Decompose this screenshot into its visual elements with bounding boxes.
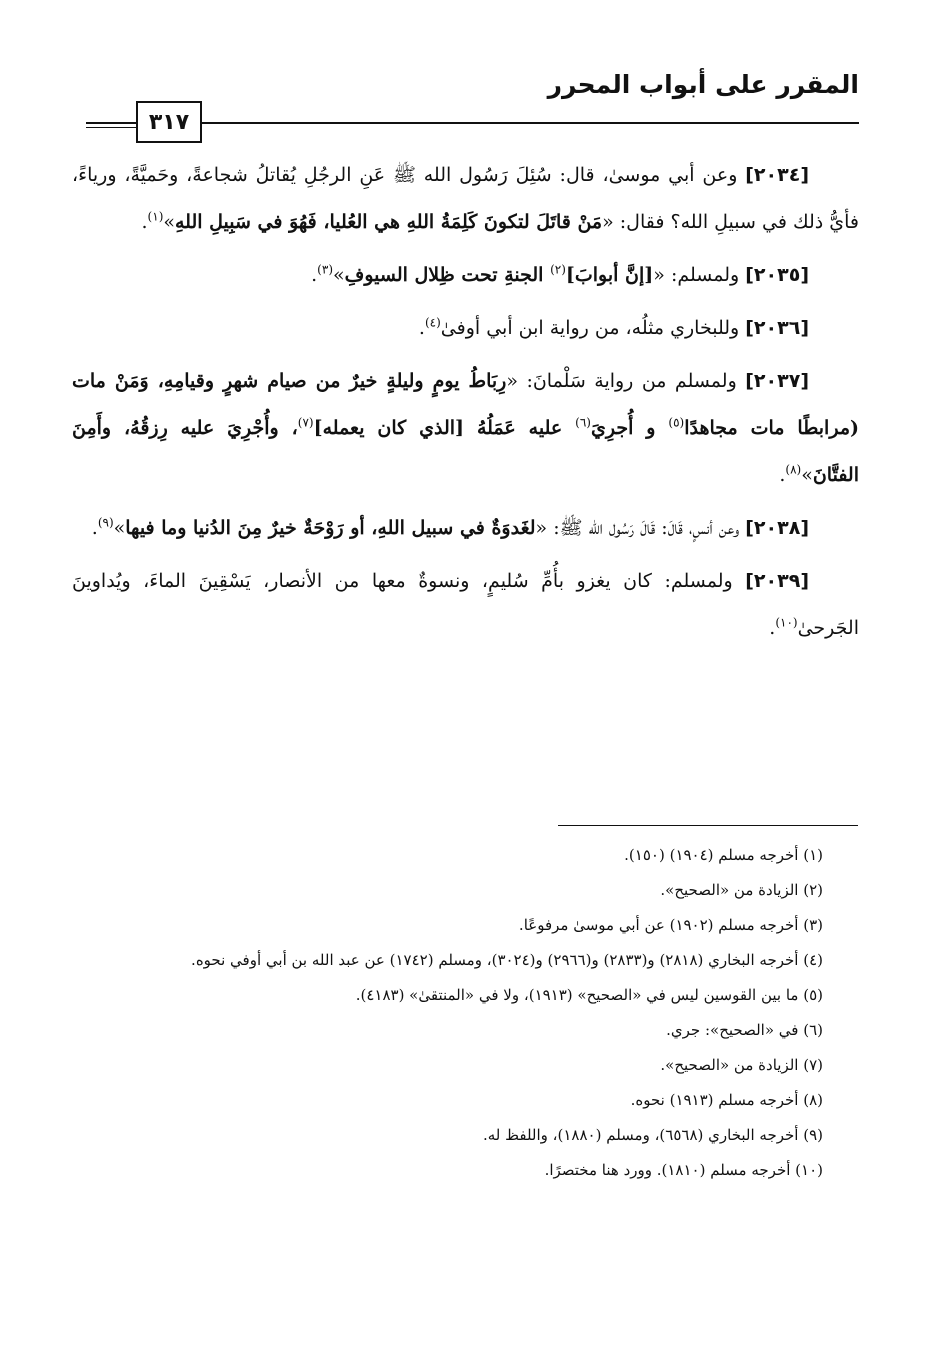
text-run: .	[141, 211, 148, 233]
footnote-10: (١٠) أخرجه مسلم (١٨١٠). وورد هنا مختصرًا.	[544, 1161, 823, 1179]
text-run: ولمسلم من رواية سَلْمانَ: «	[506, 370, 746, 392]
footnote-ref[interactable]: (٦)	[575, 415, 591, 430]
main-text	[72, 152, 859, 658]
text-run: وعن أبي موسىٰ، قال: سُئِلَ رَسُول الله ﷺ عَنِ الرجُلِ يُقاتلُ شجاعةً، وحَميَّةً، ورياءً، فأيُّ ذلك في سبيلِ الله؟ فقال: «	[72, 164, 859, 233]
text-run: .	[418, 317, 425, 339]
quoted-text: عليه عَمَلُهُ [الذي كان يعمله]	[313, 417, 576, 439]
hadith-paragraph-2037	[72, 358, 859, 499]
quoted-text: الجنةِ تحت ظِلال السيوفِ	[344, 264, 551, 286]
footnote-ref[interactable]: (٩)	[97, 515, 114, 530]
footnotes-section	[72, 838, 859, 1188]
hadith-number: [٢٠٣٥]	[745, 264, 809, 286]
page-number: ٣١٧	[136, 101, 202, 143]
text-run: »	[333, 264, 345, 286]
footnote-ref[interactable]: (٧)	[297, 415, 314, 430]
quoted-text: [إنَّ أبوابَ]	[565, 264, 654, 286]
header-rule-secondary	[86, 127, 136, 128]
footnote-ref[interactable]: (٨)	[785, 462, 802, 477]
footnote-ref[interactable]: (٥)	[668, 415, 685, 430]
footnote-ref[interactable]: (٤)	[424, 315, 441, 330]
text-run: .	[769, 617, 776, 639]
text-run: »	[163, 211, 175, 233]
text-run: .	[779, 464, 786, 486]
footnote-ref[interactable]: (٢)	[550, 262, 566, 277]
text-run: »	[801, 464, 813, 486]
text-run: وللبخاري مثلُه، من رواية ابن أبي أوفىٰ	[440, 317, 746, 339]
hadith-paragraph-2038	[72, 505, 859, 552]
hadith-number: [٢٠٣٤]	[745, 164, 809, 186]
footnote-ref[interactable]: (١٠)	[775, 615, 798, 630]
quoted-text: ، وأُجْرِيَ عليه رِزقُهُ، وأَمِنَ الفتَّانَ	[72, 417, 859, 486]
footnote-3: (٣) أخرجه مسلم (١٩٠٢) عن أبي موسىٰ مرفوعًا.	[518, 916, 823, 934]
footnote-separator	[558, 825, 858, 826]
text-run: »	[113, 517, 126, 539]
hadith-number: [٢٠٣٩]	[745, 570, 809, 592]
quoted-text: لغَدوَةٌ في سبيل اللهِ، أو رَوْحَةٌ خيرٌ مِنَ الدُنيا وما فيها	[125, 517, 536, 539]
hadith-paragraph-2039	[72, 558, 859, 652]
footnote-ref[interactable]: (٣)	[317, 262, 333, 277]
footnote-ref[interactable]: (١)	[147, 209, 164, 224]
quoted-text: رِبَاطُ يومٍ وليلةٍ خيرٌ من صيام شهرٍ وقيامِهِ، وَمَنْ مات (مرابطًا مات مجاهدًا	[72, 370, 859, 439]
footnote-9: (٩) أخرجه البخاري (٦٥٦٨)، ومسلم (١٨٨٠)، واللفظ له.	[482, 1126, 823, 1144]
footnote-1: (١) أخرجه مسلم (١٩٠٤) (١٥٠).	[624, 846, 823, 864]
text-run: .	[91, 517, 98, 539]
quoted-text: و أُجرِيَ	[590, 417, 669, 439]
footnote-6: (٦) في «الصحيح»: جري.	[666, 1021, 823, 1039]
hadith-number: [٢٠٣٧]	[745, 370, 809, 392]
footnote-4: (٤) أخرجه البخاري (٢٨١٨) و(٢٨٣٣) و(٢٩٦٦) و(٣٠٢٤)، ومسلم (١٧٤٢) عن عبد الله بن أبي أوفي نحوه.	[191, 951, 823, 969]
hadith-paragraph-2036	[72, 305, 859, 352]
quoted-text: مَنْ قاتَلَ لتكونَ كَلِمَةُ اللهِ هي العُليا، فَهُوَ في سَبِيلِ اللهِ	[175, 211, 603, 233]
footnote-7: (٧) الزيادة من «الصحيح».	[660, 1056, 823, 1074]
text-run: ولمسلم: «	[653, 264, 746, 286]
text-run: .	[311, 264, 318, 286]
running-header-title: المقرر على أبواب المحرر	[547, 70, 859, 99]
text-run: وعن أنسٍ، قَالَ: قَالَ رَسُول الله ﷺ: «	[535, 517, 746, 539]
hadith-number: [٢٠٣٦]	[745, 317, 809, 339]
footnote-2: (٢) الزيادة من «الصحيح».	[660, 881, 823, 899]
text-run: ولمسلم: كان يغزو بأُمِّ سُليمٍ، ونسوةٌ معها من الأنصار، يَسْقِينَ الماءَ، ويُداوينَ الجَرحىٰ	[72, 570, 859, 639]
footnote-5: (٥) ما بين القوسين ليس في «الصحيح» (١٩١٣)، ولا في «المنتقىٰ» (٤١٨٣).	[355, 986, 823, 1004]
hadith-paragraph-2035	[72, 252, 859, 299]
footnote-8: (٨) أخرجه مسلم (١٩١٣) نحوه.	[630, 1091, 823, 1109]
hadith-number: [٢٠٣٨]	[745, 517, 809, 539]
hadith-paragraph-2034	[72, 152, 859, 246]
